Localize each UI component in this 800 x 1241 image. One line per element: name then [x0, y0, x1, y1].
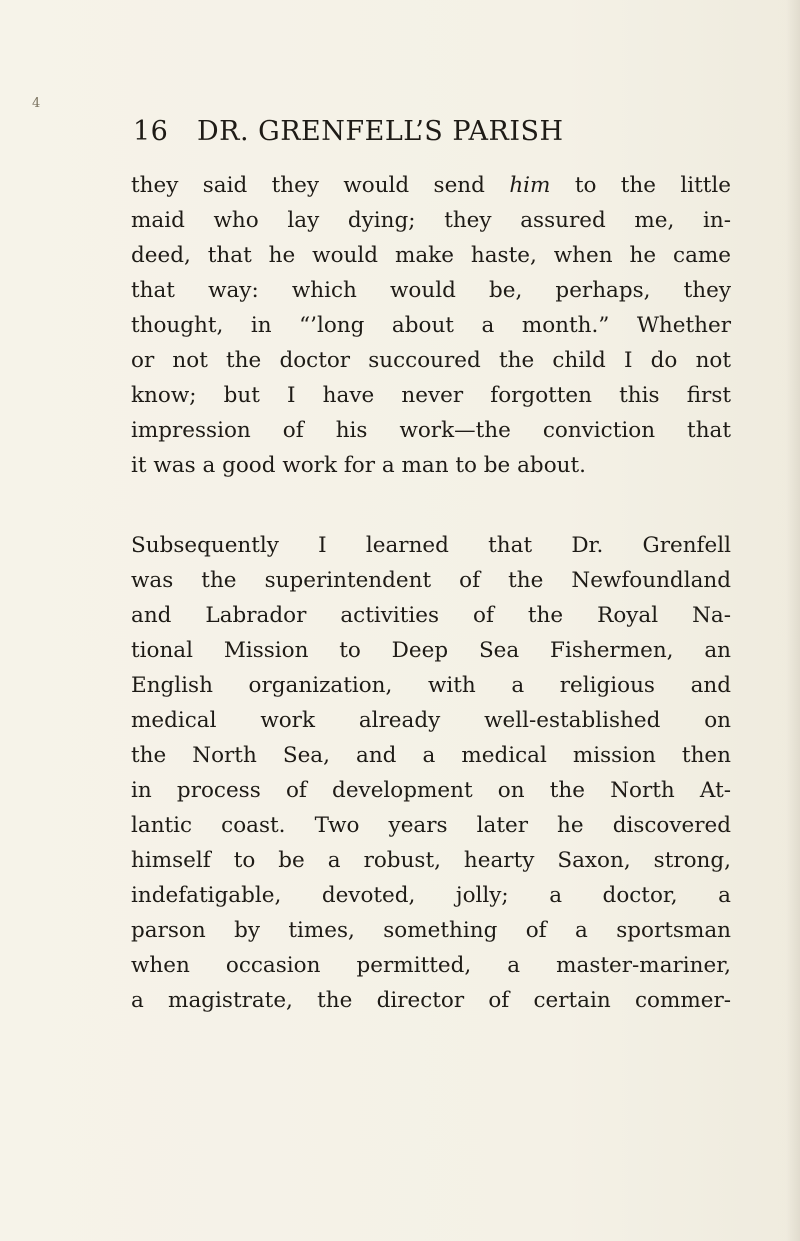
text-line: maid who lay dying; they assured me, in-	[131, 208, 731, 233]
text-line: parson by times, something of a sportsman	[131, 918, 731, 943]
page-number: 16	[133, 116, 169, 147]
text-line: a magistrate, the director of certain commer-	[131, 988, 731, 1013]
running-title: DR. GRENFELL’S PARISH	[197, 116, 564, 147]
text-line: Subsequently I learned that Dr. Grenfell	[131, 533, 731, 558]
text-line: English organization, with a religious and	[131, 673, 731, 698]
text-line: indefatigable, devoted, jolly; a doctor, a	[131, 883, 731, 908]
text-line: medical work already well-established on	[131, 708, 731, 733]
text-line: thought, in “’long about a month.” Whether	[131, 313, 731, 338]
text-line: know; but I have never forgotten this first	[131, 383, 731, 408]
margin-mark: 4	[32, 96, 41, 111]
text-line: it was a good work for a man to be about.	[131, 453, 586, 478]
paragraph-1	[131, 168, 731, 483]
text-line: or not the doctor succoured the child I do not	[131, 348, 731, 373]
text-line: the North Sea, and a medical mission then	[131, 743, 731, 768]
text-line: in process of development on the North At-	[131, 778, 731, 803]
text-line: they said they would send him to the little	[131, 173, 732, 198]
running-head	[133, 116, 733, 156]
text-line: was the superintendent of the Newfoundland	[131, 568, 731, 593]
emphasis: him	[509, 173, 551, 198]
text-line: impression of his work—the conviction that	[131, 418, 731, 443]
text-line: lantic coast. Two years later he discovered	[131, 813, 731, 838]
text-line: himself to be a robust, hearty Saxon, strong,	[131, 848, 731, 873]
paragraph-2	[131, 528, 731, 1018]
text-line: tional Mission to Deep Sea Fishermen, an	[131, 638, 731, 663]
text-line: when occasion permitted, a master-mariner,	[131, 953, 731, 978]
text-line: that way: which would be, perhaps, they	[131, 278, 731, 303]
page-edge-shadow	[786, 0, 800, 1241]
body-text	[131, 168, 731, 1018]
text-line: and Labrador activities of the Royal Na-	[131, 603, 731, 628]
text-line: deed, that he would make haste, when he came	[131, 243, 731, 268]
